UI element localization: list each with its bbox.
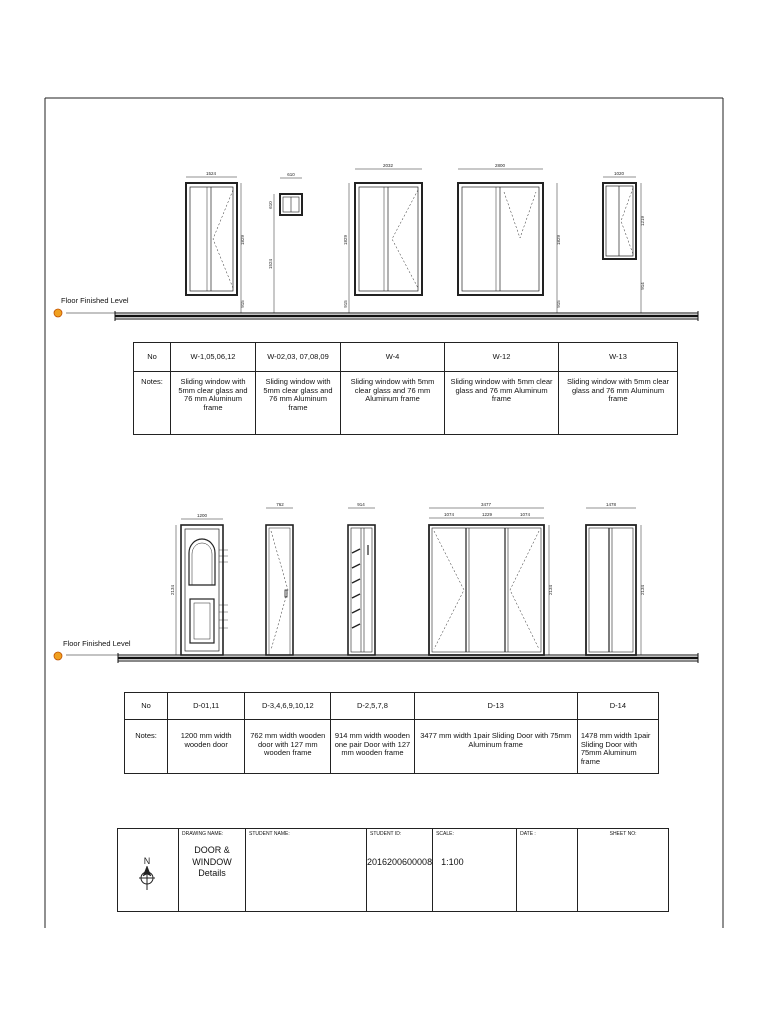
door-d13-elevation	[429, 508, 549, 655]
door-note-cell: 1478 mm width 1pair Sliding Door with 75mm Aluminum frame	[577, 720, 658, 774]
drawing-name-header: DRAWING NAME:	[182, 831, 224, 837]
window-id-cell: W-13	[559, 343, 678, 372]
window-note-cell: Sliding window with 5mm clear glass and 76 mm Aluminum frame	[256, 372, 341, 435]
door-level-marker	[54, 652, 62, 660]
student-name-header: STUDENT NAME:	[249, 831, 290, 837]
student-id-header: STUDENT ID:	[370, 831, 402, 837]
d13-width-dim: 3477	[480, 502, 492, 507]
d13-panel-b-dim: 1229	[481, 512, 493, 517]
scale-value: 1:100	[441, 857, 464, 867]
window-no-label: No	[134, 343, 171, 372]
date-header: DATE :	[520, 831, 536, 837]
window-w4-elevation	[349, 169, 422, 313]
w13-width-dim: 1020	[613, 171, 625, 176]
window-w1-elevation	[186, 177, 241, 313]
student-name-cell	[246, 829, 367, 912]
door-note-cell: 914 mm width wooden one pair Door with 127 mm wooden frame	[331, 720, 414, 774]
student-id-cell	[367, 829, 433, 912]
w1-width-dim: 1524	[205, 171, 217, 176]
title-block	[117, 828, 669, 912]
d13-panel-c-dim: 1074	[519, 512, 531, 517]
scale-cell	[433, 829, 517, 912]
d1-height-dim: 2134	[170, 584, 175, 596]
w1-sill-dim: 915	[240, 300, 245, 308]
door-id-cell: D-01,11	[168, 693, 245, 720]
drawing-name-cell	[179, 829, 246, 912]
door-d3-elevation	[266, 508, 293, 655]
d13-panel-a-dim: 1074	[443, 512, 455, 517]
door-schedule-table	[124, 692, 659, 774]
window-id-cell: W-4	[341, 343, 445, 372]
door-d14-elevation	[586, 508, 641, 655]
w12-height-dim: 1829	[556, 234, 561, 246]
window-notes-label: Notes:	[134, 372, 171, 435]
drawing-name-value	[179, 845, 245, 880]
window-w2-elevation	[274, 178, 302, 313]
w12-width-dim: 2800	[494, 163, 506, 168]
drawing-name-line2: Details	[198, 868, 226, 879]
w4-sill-dim: 915	[343, 300, 348, 308]
window-w13-elevation	[603, 177, 641, 313]
window-schedule-table	[133, 342, 678, 435]
w12-sill-dim: 915	[556, 300, 561, 308]
door-id-cell: D-13	[414, 693, 577, 720]
door-floor-level-label: Floor Finished Level	[63, 639, 131, 648]
door-note-cell: 3477 mm width 1pair Sliding Door with 75mm Aluminum frame	[414, 720, 577, 774]
window-level-marker	[54, 309, 62, 317]
door-no-label: No	[125, 693, 168, 720]
d14-height-dim: 2134	[640, 584, 645, 596]
d13-height-dim: 2134	[548, 584, 553, 596]
door-id-cell: D-3,4,6,9,10,12	[245, 693, 331, 720]
w2-width-dim: 610	[287, 172, 295, 177]
sheet-no-header: SHEET NO:	[609, 831, 637, 837]
window-id-cell: W-12	[445, 343, 559, 372]
student-id-value: 2016200600008	[367, 857, 433, 867]
door-note-cell: 1200 mm width wooden door	[168, 720, 245, 774]
w13-height-dim: 1219	[640, 215, 645, 227]
door-id-cell: D-14	[577, 693, 658, 720]
d3-width-dim: 762	[276, 502, 284, 507]
north-cell	[118, 829, 179, 912]
d2-width-dim: 914	[357, 502, 365, 507]
north-label: N	[143, 856, 151, 866]
door-d2-elevation	[348, 508, 375, 655]
date-cell	[517, 829, 578, 912]
door-note-cell: 762 mm width wooden door with 127 mm wooden frame	[245, 720, 331, 774]
window-w12-elevation	[458, 169, 557, 313]
w2-height-dim: 610	[268, 201, 273, 209]
w1-height-dim: 1829	[240, 234, 245, 246]
w2-sill-dim: 1524	[268, 258, 273, 270]
window-note-cell: Sliding window with 5mm clear glass and 76 mm Aluminum frame	[445, 372, 559, 435]
drawing-name-line1: DOOR & WINDOW	[192, 845, 232, 867]
w13-sill-dim: 914	[640, 282, 645, 290]
d1-width-dim: 1200	[196, 513, 208, 518]
window-floor-level-label: Floor Finished Level	[61, 296, 129, 305]
window-id-cell: W-1,05,06,12	[171, 343, 256, 372]
door-id-cell: D-2,5,7,8	[331, 693, 414, 720]
window-floor-line	[66, 311, 698, 321]
door-d1-elevation	[176, 519, 228, 655]
window-id-cell: W-02,03, 07,08,09	[256, 343, 341, 372]
d14-width-dim: 1478	[605, 502, 617, 507]
window-note-cell: Sliding window with 5mm clear glass and 76 mm Aluminum frame	[559, 372, 678, 435]
sheet-no-cell	[578, 829, 669, 912]
w4-width-dim: 2032	[382, 163, 394, 168]
scale-header: SCALE:	[436, 831, 454, 837]
window-note-cell: Sliding window with 5mm clear glass and 76 mm Aluminum frame	[341, 372, 445, 435]
window-note-cell: Sliding window with 5mm clear glass and 76 mm Aluminum frame	[171, 372, 256, 435]
door-notes-label: Notes:	[125, 720, 168, 774]
w4-height-dim: 1829	[343, 234, 348, 246]
